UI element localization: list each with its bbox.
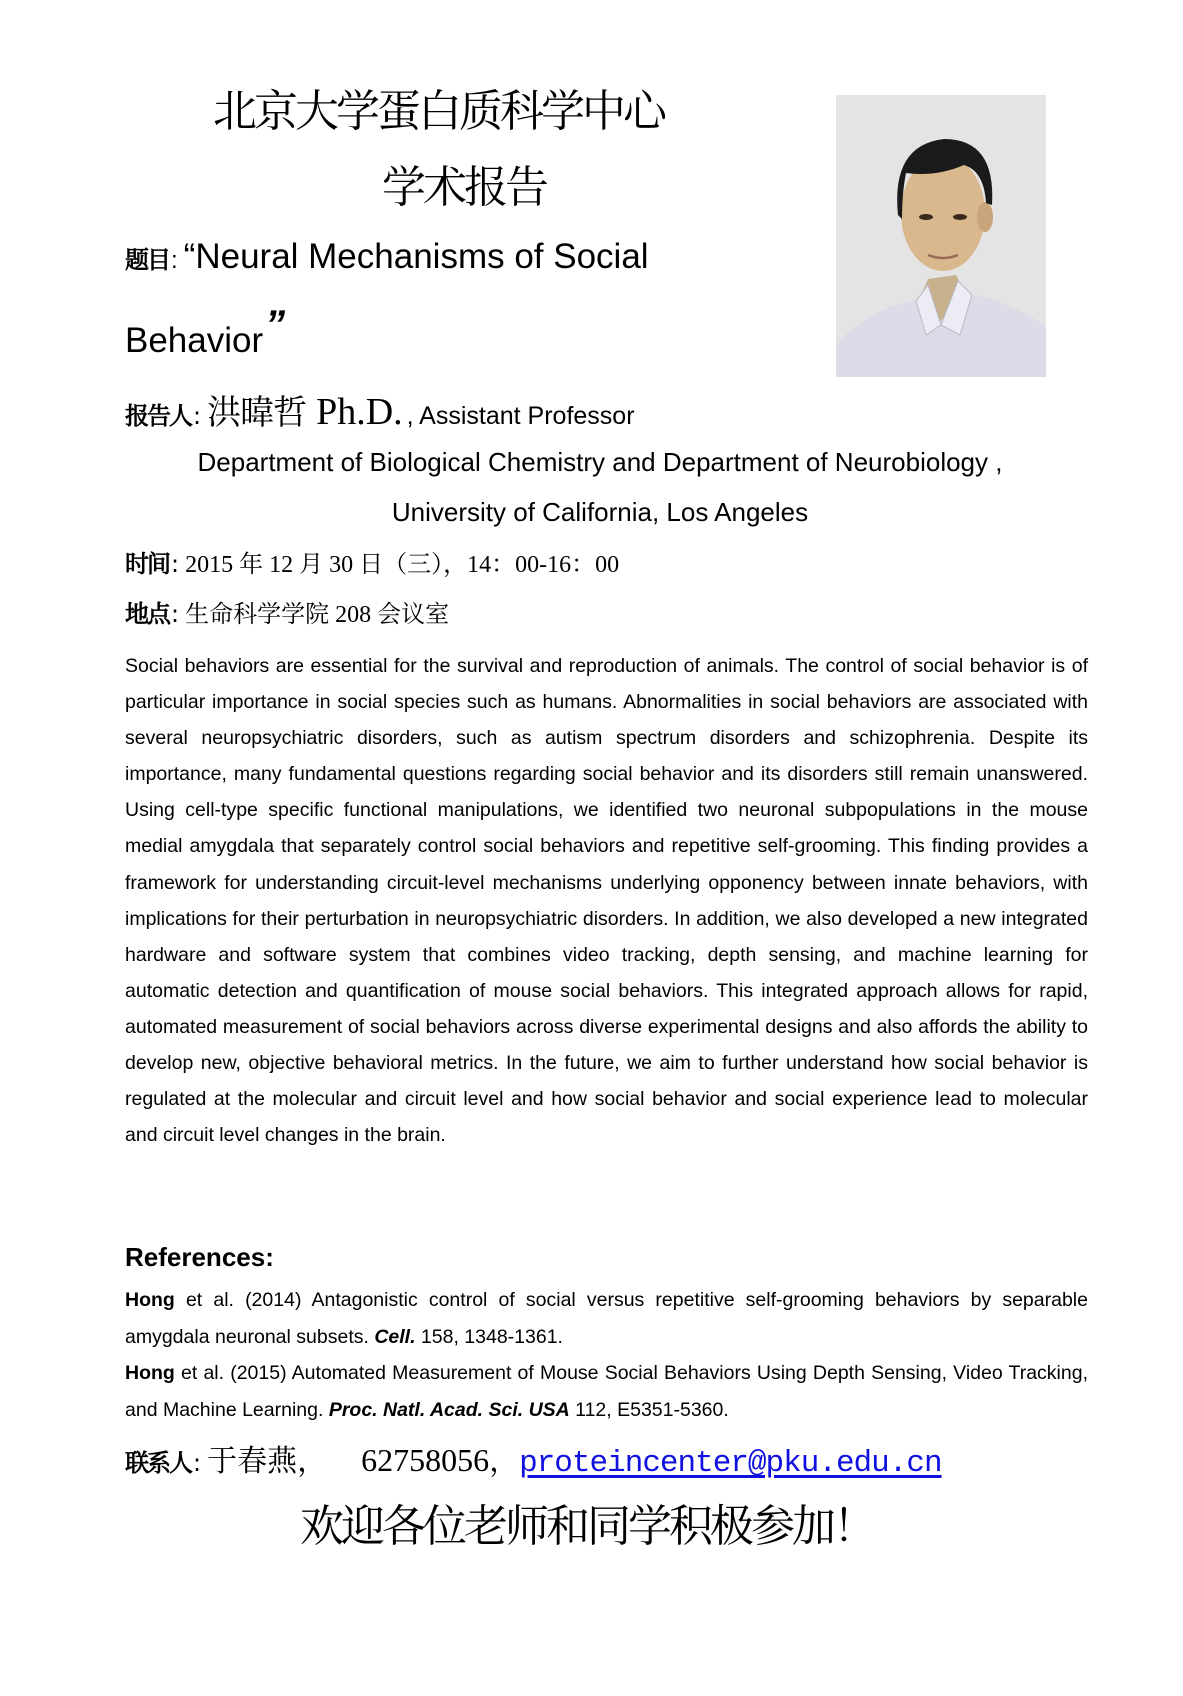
speaker-name: 洪暐哲: [207, 393, 307, 433]
reference-author: Hong: [125, 1289, 175, 1311]
topic-open-quote: “: [183, 237, 196, 276]
place-label: 地点: [125, 600, 169, 628]
contact-colon: :: [193, 1449, 202, 1477]
reference-text: et al. (2015) Automated Measurement of Mouse Social Behaviors Using Depth Sensing, Video Tracking, and Machine Learning.: [125, 1362, 1088, 1421]
topic-line-1: [125, 234, 649, 284]
speaker-colon: :: [193, 402, 202, 430]
contact-line: [125, 1440, 942, 1486]
speaker-degree: Ph.D.: [316, 391, 403, 433]
abstract-paragraph: Social behaviors are essential for the survival and reproduction of animals. The control of social behavior is of particular importance in social species such as humans. Abnormalities in social behaviors are associated with several neuropsychiatric disorders, such as autism spectrum disorders and schizophrenia. Despite its importance, many fundamental questions regarding social behavior and its disorders still remain unanswered. Using cell-type specific functional manipulations, we identified two neuronal subpopulations in the mouse medial amygdala that separately control social behaviors and repetitive self-grooming. This finding provides a framework for understanding circuit-level mechanisms underlying opponency between innate behaviors, with implications for their perturbation in neuropsychiatric disorders. In addition, we also developed a new integrated hardware and software system that combines video tracking, depth sensing, and machine learning for automatic detection and quantification of mouse social behaviors. This integrated approach allows for rapid, automated measurement of social behaviors across diverse experimental designs and also affords the ability to develop new, objective behavioral metrics. In the future, we aim to further understand how social behavior is regulated at the molecular and circuit level and how social behavior and social experience lead to molecular and circuit level changes in the brain.: [125, 655, 1088, 1147]
speaker-position: , Assistant Professor: [406, 402, 635, 430]
time-label: 时间: [125, 550, 169, 578]
time-value: 2015 年 12 月 30 日（三），14：00-16：00: [185, 552, 620, 578]
contact-name: 于春燕，: [207, 1444, 328, 1479]
contact-phone: 62758056: [361, 1442, 490, 1478]
reference-author: Hong: [125, 1362, 175, 1384]
speaker-line: [125, 392, 635, 439]
time-colon: :: [171, 550, 180, 578]
reference-item: [125, 1282, 1088, 1355]
reference-citation: 158, 1348-1361.: [415, 1325, 563, 1348]
reference-item: [125, 1355, 1088, 1428]
contact-label: 联系人: [125, 1449, 191, 1477]
institution-title: 北京大学蛋白质科学中心: [213, 86, 664, 137]
reference-text: et al. (2014) Antagonistic control of social versus repetitive self-grooming behaviors by separable amygdala neuronal subsets.: [125, 1289, 1088, 1348]
speaker-photo: [836, 95, 1046, 377]
speaker-portrait-icon: [836, 95, 1046, 377]
topic-title-line2: Behavior: [125, 321, 264, 360]
event-type-title: 学术报告: [382, 162, 546, 213]
topic-colon: :: [171, 247, 178, 274]
welcome-message: 欢迎各位老师和同学积极参加！: [300, 1501, 874, 1552]
contact-email-link[interactable]: proteincenter@pku.edu.cn: [519, 1446, 942, 1481]
speaker-university: University of California, Los Angeles: [391, 497, 809, 527]
topic-title-line1: Neural Mechanisms of Social: [195, 237, 649, 276]
time-line: [125, 547, 619, 584]
references-list: [125, 1282, 1088, 1428]
speaker-department: Department of Biological Chemistry and Department of Neurobiology ,: [197, 447, 1003, 477]
reference-journal: Proc. Natl. Acad. Sci. USA: [328, 1398, 570, 1421]
place-colon: :: [171, 600, 180, 628]
reference-journal: Cell.: [374, 1325, 416, 1348]
speaker-label: 报告人: [125, 402, 191, 430]
topic-line-2: [125, 303, 286, 364]
reference-citation: 112, E5351-5360.: [569, 1398, 729, 1421]
contact-separator: ，: [489, 1444, 520, 1479]
place-value: 生命科学学院 208 会议室: [185, 602, 450, 628]
topic-label: 题目: [125, 247, 169, 274]
references-heading: References:: [125, 1242, 274, 1272]
place-line: [125, 597, 449, 634]
topic-close-quote: ”: [265, 303, 286, 347]
